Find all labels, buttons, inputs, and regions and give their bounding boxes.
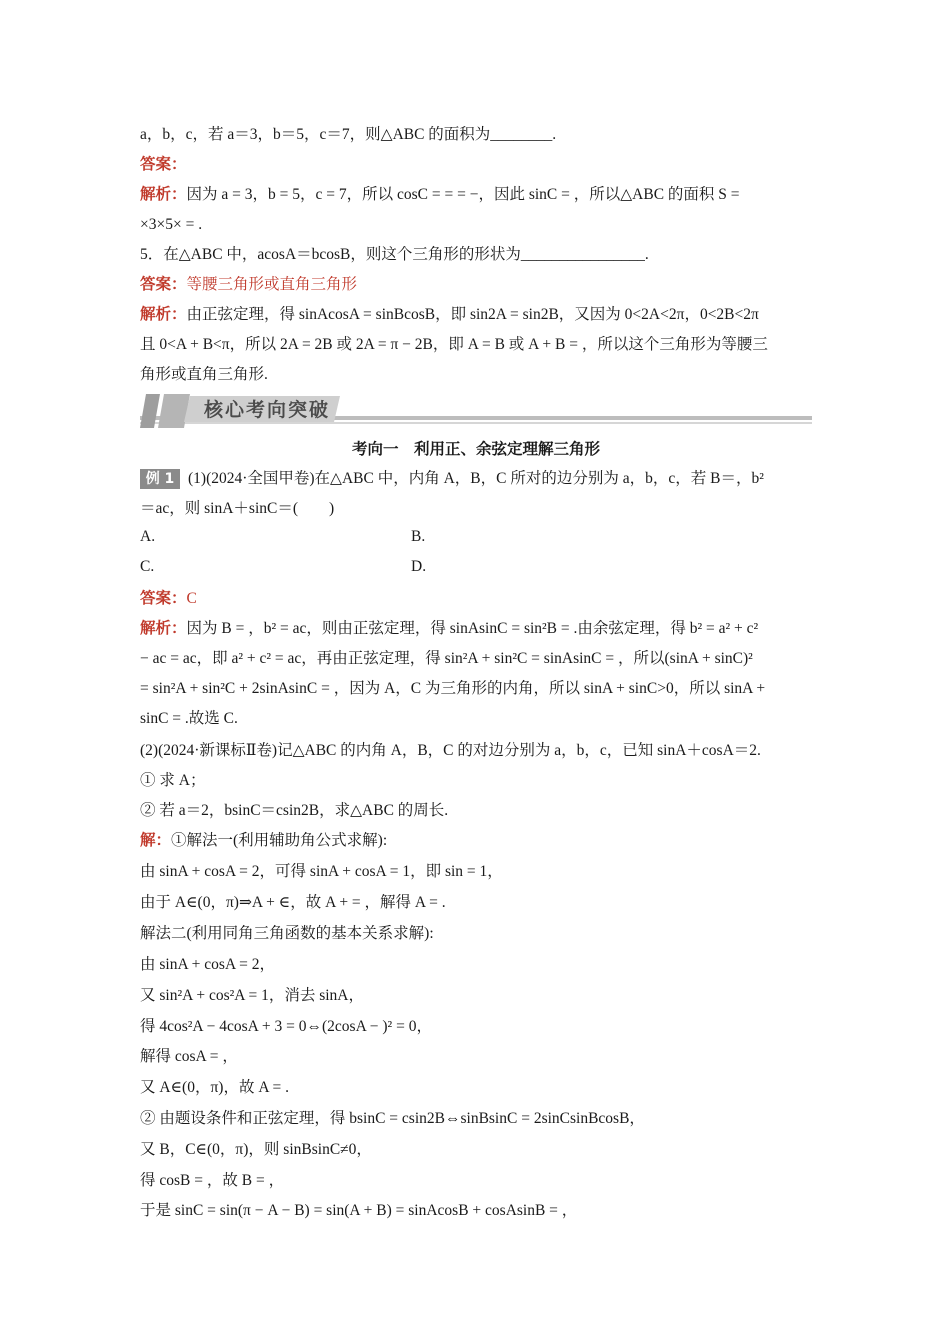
explanation-line — [140, 304, 812, 326]
explanation-line — [140, 184, 812, 206]
explanation-line — [140, 618, 812, 640]
answer-label: 答案： — [140, 276, 187, 293]
solution-line: 解得 cosA = ， — [140, 1048, 238, 1065]
answer-text: 等腰三角形或直角三角形 — [186, 276, 358, 293]
answer-line — [140, 588, 812, 610]
example-1-stem-cont: ＝ac，则 sinA＋sinC＝( ) — [140, 500, 335, 517]
explanation-line: − ac = ac，即 a² + c² = ac，再由正弦定理，得 sin²A + sin²C = sinAsinC = ，所以(sinA + sinC)² — [140, 650, 753, 667]
solution-text: ①解法一(利用辅助角公式求解): — [171, 832, 388, 849]
explanation-line: = sin²A + sin²C + 2sinAsinC = ，因为 A，C 为三角形的内角，所以 sinA + sinC>0，所以 sinA + — [140, 680, 766, 697]
sub-question-1: ① 求 A； — [140, 772, 206, 789]
explanation-line: 角形或直角三角形. — [140, 366, 268, 383]
option-b: B. — [411, 528, 426, 545]
explanation-label: 解析： — [140, 306, 187, 323]
solution-line: 又 B，C∈(0，π)，则 sinBsinC≠0， — [140, 1141, 372, 1158]
answer-line — [140, 274, 812, 296]
answer-text: C — [186, 590, 197, 607]
example-1-text: (1)(2024·全国甲卷)在△ABC 中，内角 A，B，C 所对的边分别为 a，b，c，若 B＝，b² — [188, 470, 764, 487]
solution-line: 由于 A∈(0，π)⇒A + ∈，故 A + = ，解得 A = . — [140, 894, 446, 911]
explanation-text: 因为 B = ，b² = ac，则由正弦定理，得 sinAsinC = sin²B = .由余弦定理，得 b² = a² + c² — [186, 620, 759, 637]
option-d: D. — [411, 558, 427, 575]
solution-line: 由 sinA + cosA = 2，可得 sinA + cosA = 1，即 sin = 1， — [140, 863, 503, 880]
explanation-label: 解析： — [140, 186, 187, 203]
sub-question-2: ② 若 a＝2，bsinC＝csin2B，求△ABC 的周长. — [140, 802, 449, 819]
example-1-stem — [140, 468, 812, 490]
answer-line — [140, 154, 812, 176]
section-title: 考向一 利用正、余弦定理解三角形 — [351, 441, 600, 458]
explanation-line: sinC = .故选 C. — [140, 710, 238, 727]
solution-line: 于是 sinC = sin(π − A − B) = sin(A + B) = sinAcosB + cosAsinB = ， — [140, 1202, 578, 1219]
option-a: A. — [140, 528, 156, 545]
explanation-text: 由正弦定理，得 sinAcosA = sinBcosB，即 sin2A = sin2B，又因为 0<2A<2π，0<2B<2π — [186, 306, 759, 323]
solution-label: 解： — [140, 832, 172, 849]
section-banner — [140, 394, 812, 428]
example-badge: 例 1 — [140, 469, 180, 489]
option-c: C. — [140, 558, 155, 575]
explanation-line: ×3×5× = . — [140, 216, 203, 233]
solution-line: 得 4cos²A − 4cosA + 3 = 0⇔(2cosA − )² = 0， — [140, 1018, 432, 1035]
solution-line: ② 由题设条件和正弦定理，得 bsinC = csin2B⇔sinBsinC = 2sinCsinBcosB， — [140, 1110, 645, 1127]
solution-line — [140, 830, 812, 852]
solution-line: 由 sinA + cosA = 2， — [140, 956, 276, 973]
question-5-stem: 5．在△ABC 中，acosA＝bcosB，则这个三角形的形状为________________. — [140, 246, 649, 263]
solution-line: 得 cosB = ，故 B = ， — [140, 1172, 285, 1189]
prev-question-tail: a，b，c，若 a＝3，b＝5，c＝7，则△ABC 的面积为________. — [140, 126, 557, 143]
explanation-text: 因为 a = 3，b = 5，c = 7，所以 cosC = = = −，因此 sinC = ，所以△ABC 的面积 S = — [186, 186, 740, 203]
answer-label: 答案： — [140, 590, 187, 607]
banner-title: 核心考向突破 — [204, 399, 331, 421]
explanation-line: 且 0<A + B<π，所以 2A = 2B 或 2A = π − 2B，即 A = B 或 A + B = ，所以这个三角形为等腰三 — [140, 336, 768, 353]
solution-line: 又 A∈(0，π)，故 A = . — [140, 1079, 290, 1096]
answer-label: 答案： — [140, 156, 187, 173]
example-2-stem: (2)(2024·新课标Ⅱ卷)记△ABC 的内角 A，B，C 的对边分别为 a，b，c，已知 sinA＋cosA＝2. — [140, 742, 761, 759]
solution-line: 解法二(利用同角三角函数的基本关系求解): — [140, 925, 434, 942]
solution-line: 又 sin²A + cos²A = 1，消去 sinA， — [140, 987, 364, 1004]
explanation-label: 解析： — [140, 620, 187, 637]
